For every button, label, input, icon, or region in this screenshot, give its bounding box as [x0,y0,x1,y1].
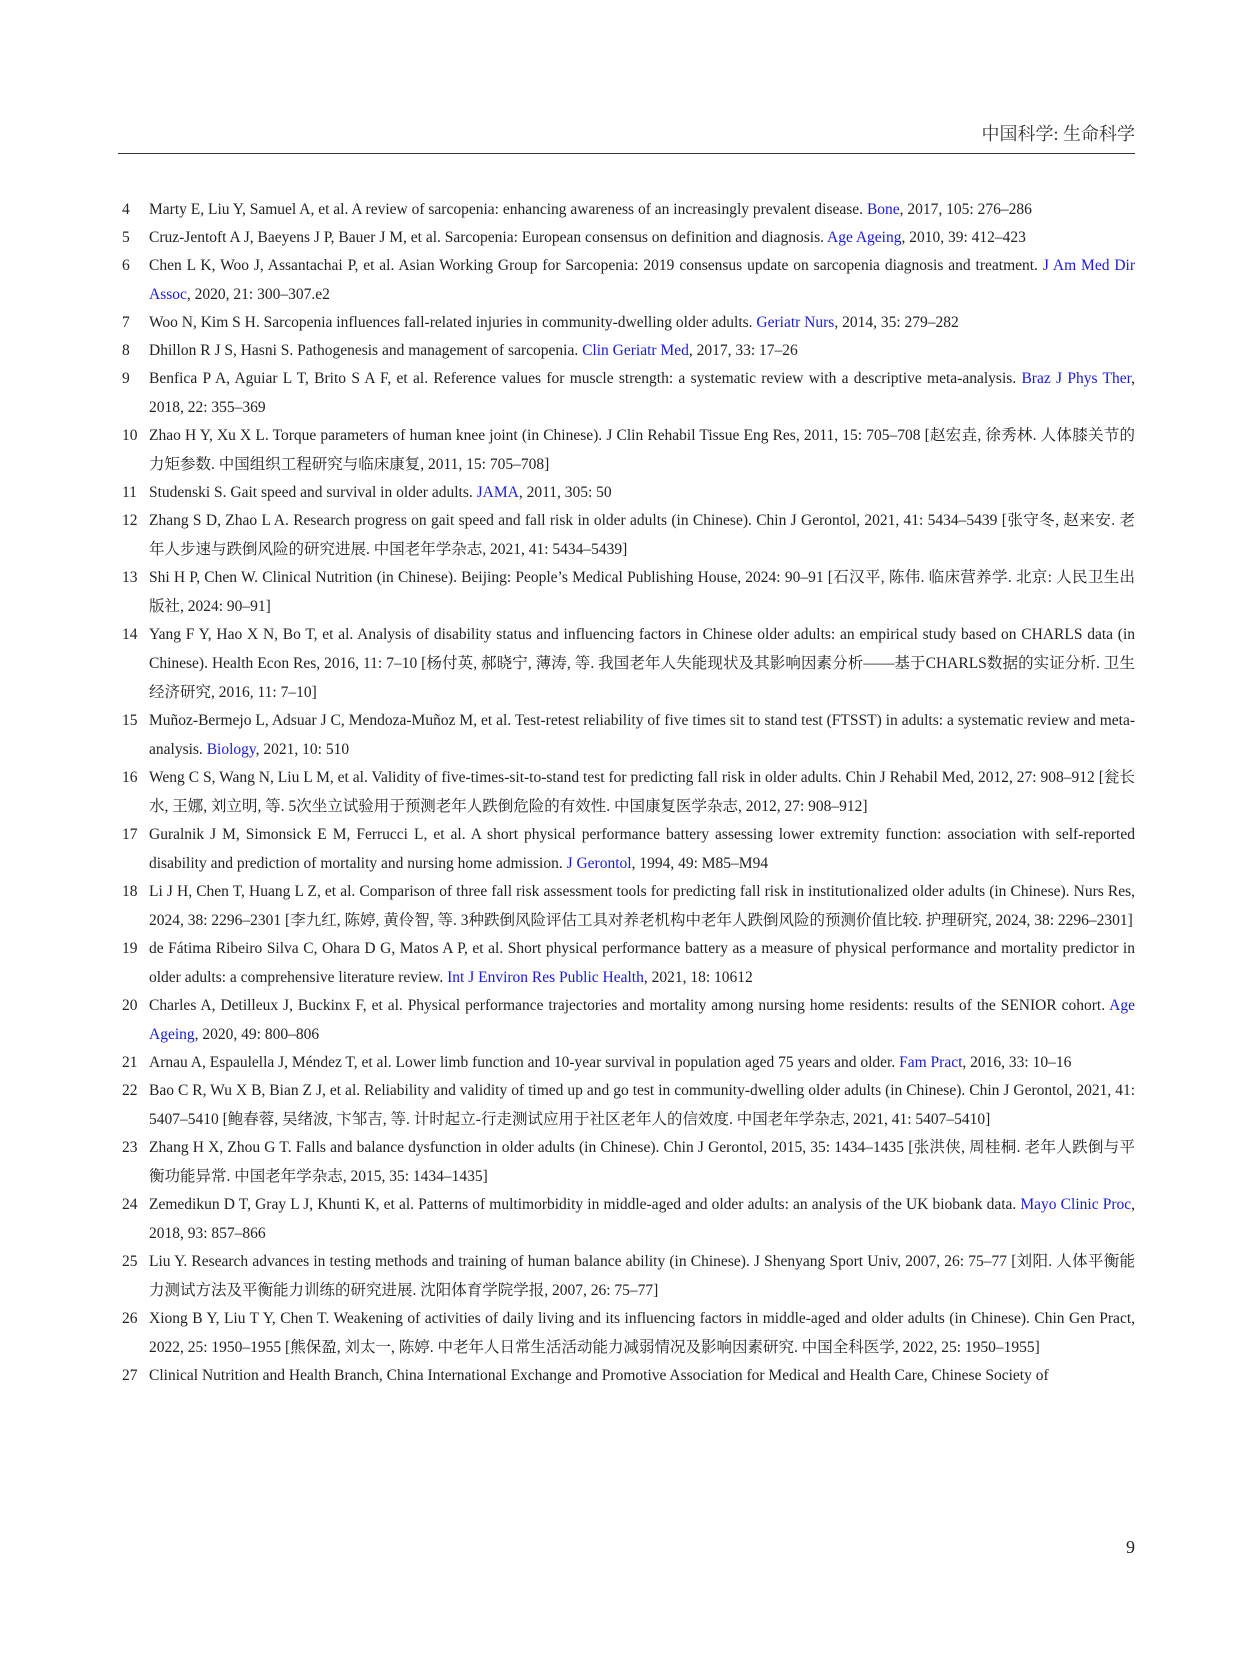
journal-link[interactable]: Geriatr Nurs [756,314,835,331]
reference-number: 24 [122,1196,138,1213]
reference-item [112,336,1135,365]
reference-item [112,620,1135,707]
reference-text: Zhang S D, Zhao L A. Research progress on gait speed and fall risk in older adults (in Chinese). Chin J Gerontol, 2021, 41: 5434–5439 [张守冬, 赵来安. 老年人步速与跌倒风险的研究进展. 中国老年学杂志, 2021, 41: 5434–5439] [149,512,1135,558]
reference-number: 6 [122,257,130,274]
reference-item [112,308,1135,337]
reference-item [112,934,1135,992]
reference-text: Benfica P A, Aguiar L T, Brito S A F, et al. Reference values for muscle strength: a systematic review with a descriptive meta-analysis. Braz J Phys Ther, 2018, 22: 355–369 [149,370,1135,416]
reference-number: 22 [122,1082,138,1099]
reference-number: 26 [122,1310,138,1327]
reference-number: 11 [122,484,137,501]
reference-text: Shi H P, Chen W. Clinical Nutrition (in Chinese). Beijing: People’s Medical Publishing House, 2024: 90–91 [石汉平, 陈伟. 临床营养学. 北京: 人民卫生出版社, 2024: 90–91] [149,569,1135,615]
reference-number: 25 [122,1253,138,1270]
reference-number: 20 [122,997,138,1014]
reference-item [112,506,1135,564]
reference-number: 21 [122,1054,138,1071]
reference-text: Cruz-Jentoft A J, Baeyens J P, Bauer J M, et al. Sarcopenia: European consensus on definition and diagnosis. Age Ageing, 2010, 39: 412–423 [149,229,1026,246]
reference-text: Xiong B Y, Liu T Y, Chen T. Weakening of activities of daily living and its influencing factors in middle-aged and older adults (in Chinese). Chin Gen Pract, 2022, 25: 1950–1955 [熊保盈, 刘太一, 陈婷. 中老年人日常生活活动能力减弱情况及影响因素研究. 中国全科医学, 2022, 25: 1950–1955] [149,1310,1135,1356]
reference-text: Chen L K, Woo J, Assantachai P, et al. Asian Working Group for Sarcopenia: 2019 consensus update on sarcopenia diagnosis and treatment. J Am Med Dir Assoc, 2020, 21: 300–307.e2 [149,257,1135,303]
reference-number: 8 [122,342,130,359]
reference-text: Zhao H Y, Xu X L. Torque parameters of human knee joint (in Chinese). J Clin Rehabil Tissue Eng Res, 2011, 15: 705–708 [赵宏垚, 徐秀林. 人体膝关节的力矩参数. 中国组织工程研究与临床康复, 2011, 15: 705–708] [149,427,1135,473]
reference-item [112,478,1135,507]
reference-number: 23 [122,1139,138,1156]
journal-link[interactable]: Clin Geriatr Med [582,342,689,359]
journal-link[interactable]: Int J Environ Res Public Health [447,969,644,986]
reference-number: 18 [122,883,138,900]
reference-item [112,421,1135,479]
reference-text: de Fátima Ribeiro Silva C, Ohara D G, Matos A P, et al. Short physical performance battery as a measure of physical performance and mortality predictor in older adults: a comprehensive literature review. Int J Environ Res Public Health, 2021, 18: 10612 [149,940,1135,986]
journal-link[interactable]: Biology [206,741,256,758]
reference-text: Studenski S. Gait speed and survival in older adults. JAMA, 2011, 305: 50 [149,484,612,501]
journal-link[interactable]: Mayo Clinic Proc [1020,1196,1132,1213]
reference-item [112,1048,1135,1077]
reference-text: Clinical Nutrition and Health Branch, China International Exchange and Promotive Association for Medical and Health Care, Chinese Society of [149,1367,1049,1384]
reference-item [112,223,1135,252]
reference-text: Guralnik J M, Simonsick E M, Ferrucci L, et al. A short physical performance battery assessing lower extremity function: association with self-reported disability and prediction of mortality and nursing home admission. J Gerontol, 1994, 49: M85–M94 [149,826,1135,872]
reference-item [112,763,1135,821]
reference-text: Yang F Y, Hao X N, Bo T, et al. Analysis of disability status and influencing factors in Chinese older adults: an empirical study based on CHARLS data (in Chinese). Health Econ Res, 2016, 11: 7–10 [杨付英, 郝晓宁, 薄涛, 等. 我国老年人失能现状及其影响因素分析——基于CHARLS数据的实证分析. 卫生经济研究, 2016, 11: 7–10] [149,626,1135,701]
reference-item [112,251,1135,309]
reference-item [112,877,1135,935]
reference-text: Woo N, Kim S H. Sarcopenia influences fall-related injuries in community-dwelling older adults. Geriatr Nurs, 2014, 35: 279–282 [149,314,959,331]
reference-item [112,364,1135,422]
reference-text: Li J H, Chen T, Huang L Z, et al. Comparison of three fall risk assessment tools for predicting fall risk in institutionalized older adults (in Chinese). Nurs Res, 2024, 38: 2296–2301 [李九红, 陈婷, 黄伶智, 等. 3种跌倒风险评估工具对养老机构中老年人跌倒风险的预测价值比较. 护理研究, 2024, 38: 2296–2301] [149,883,1135,929]
journal-link[interactable]: Braz J Phys Ther [1021,370,1132,387]
reference-list [112,195,1135,1389]
reference-number: 13 [122,569,138,586]
reference-text: Arnau A, Espaulella J, Méndez T, et al. Lower limb function and 10-year survival in population aged 75 years and older. Fam Pract, 2016, 33: 10–16 [149,1054,1072,1071]
reference-item [112,1133,1135,1191]
reference-item [112,706,1135,764]
reference-item [112,1247,1135,1305]
reference-item [112,1304,1135,1362]
reference-text: Marty E, Liu Y, Samuel A, et al. A review of sarcopenia: enhancing awareness of an increasingly prevalent disease. Bone, 2017, 105: 276–286 [149,201,1032,218]
journal-link[interactable]: J Gerontol [566,855,632,872]
header-divider [118,153,1135,154]
reference-number: 14 [122,626,138,643]
reference-text: Weng C S, Wang N, Liu L M, et al. Validity of five-times-sit-to-stand test for predicting fall risk in older adults. Chin J Rehabil Med, 2012, 27: 908–912 [瓮长水, 王娜, 刘立明, 等. 5次坐立试验用于预测老年人跌倒危险的有效性. 中国康复医学杂志, 2012, 27: 908–912] [149,769,1135,815]
reference-item [112,1190,1135,1248]
reference-item [112,1076,1135,1134]
journal-link[interactable]: Age Ageing [149,997,1135,1043]
reference-text: Dhillon R J S, Hasni S. Pathogenesis and management of sarcopenia. Clin Geriatr Med, 2017, 33: 17–26 [149,342,798,359]
journal-link[interactable]: JAMA [476,484,519,501]
journal-link[interactable]: J Am Med Dir Assoc [149,257,1135,303]
journal-link[interactable]: Bone [866,201,900,218]
journal-link[interactable]: Age Ageing [827,229,902,246]
reference-number: 10 [122,427,138,444]
reference-text: Charles A, Detilleux J, Buckinx F, et al. Physical performance trajectories and mortality among nursing home residents: results of the SENIOR cohort. Age Ageing, 2020, 49: 800–806 [149,997,1135,1043]
reference-item [112,563,1135,621]
reference-item [112,1361,1135,1390]
reference-text: Muñoz-Bermejo L, Adsuar J C, Mendoza-Muñoz M, et al. Test-retest reliability of five times sit to stand test (FTSST) in adults: a systematic review and meta-analysis. Biology, 2021, 10: 510 [149,712,1135,758]
reference-item [112,195,1135,224]
reference-text: Liu Y. Research advances in testing methods and training of human balance ability (in Chinese). J Shenyang Sport Univ, 2007, 26: 75–77 [刘阳. 人体平衡能力测试方法及平衡能力训练的研究进展. 沈阳体育学院学报, 2007, 26: 75–77] [149,1253,1135,1299]
reference-number: 19 [122,940,138,957]
reference-text: Zhang H X, Zhou G T. Falls and balance dysfunction in older adults (in Chinese). Chin J Gerontol, 2015, 35: 1434–1435 [张洪侠, 周桂桐. 老年人跌倒与平衡功能异常. 中国老年学杂志, 2015, 35: 1434–1435] [149,1139,1135,1185]
reference-item [112,991,1135,1049]
reference-number: 4 [122,201,130,218]
reference-number: 5 [122,229,130,246]
reference-number: 27 [122,1367,138,1384]
reference-number: 15 [122,712,138,729]
reference-number: 12 [122,512,138,529]
reference-text: Bao C R, Wu X B, Bian Z J, et al. Reliability and validity of timed up and go test in community-dwelling older adults (in Chinese). Chin J Gerontol, 2021, 41: 5407–5410 [鲍春蓉, 吴绪波, 卞邹吉, 等. 计时起立-行走测试应用于社区老年人的信效度. 中国老年学杂志, 2021, 41: 5407–5410] [149,1082,1135,1128]
reference-item [112,820,1135,878]
reference-number: 17 [122,826,138,843]
reference-text: Zemedikun D T, Gray L J, Khunti K, et al. Patterns of multimorbidity in middle-aged and older adults: an analysis of the UK biobank data. Mayo Clinic Proc, 2018, 93: 857–866 [149,1196,1135,1242]
reference-number: 9 [122,370,130,387]
page-number: 9 [1126,1537,1135,1557]
running-header-journal-title: 中国科学: 生命科学 [981,124,1135,144]
reference-number: 16 [122,769,138,786]
reference-number: 7 [122,314,130,331]
journal-link[interactable]: Fam Pract [899,1054,963,1071]
